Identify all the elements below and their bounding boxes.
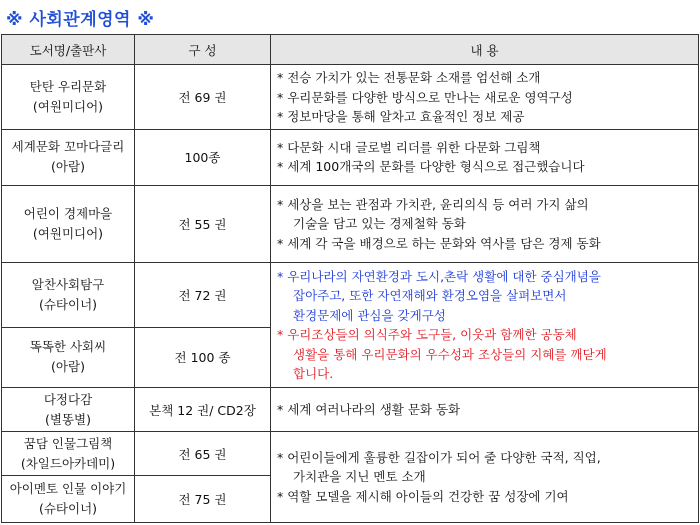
content-line: * 세계 각 국을 배경으로 하는 문화와 역사를 담은 경제 동화 — [277, 235, 601, 251]
content-line: * 세계 100개국의 문화를 다양한 형식으로 접근했습니다 — [277, 159, 585, 175]
book-name: 어린이 경제마을 — [23, 205, 113, 221]
content-cell — [271, 65, 699, 130]
book-name: 세계문화 꼬마다글리 — [11, 139, 125, 155]
book-name: 똑똑한 사회씨 — [29, 339, 107, 355]
composition-cell: 본책 12 권/ CD2장 — [135, 388, 271, 432]
content-cell-merged — [271, 431, 699, 522]
content-line: * 세상을 보는 관점과 가치관, 윤리의식 등 여러 가지 삶의 — [277, 196, 589, 212]
table-row — [2, 388, 699, 432]
content-line-blue: 잡아주고, 또한 자연재해와 환경오염을 살펴보면서 — [293, 288, 567, 303]
book-publisher: (슈타이너) — [38, 296, 98, 312]
content-line: * 세계 여러나라의 생활 문화 동화 — [277, 401, 461, 417]
book-publisher: (아람) — [51, 159, 85, 175]
book-name: 탄탄 우리문화 — [29, 79, 107, 95]
header-title-publisher: 도서명/출판사 — [2, 35, 135, 65]
book-name-cell — [2, 388, 135, 432]
content-line: * 전승 가치가 있는 전통문화 소재를 엄선해 소개 — [277, 70, 541, 85]
header-content: 내 용 — [271, 35, 699, 65]
book-name-cell — [2, 476, 135, 523]
content-line-red: * 우리조상들의 의식주와 도구들, 이웃과 함께한 공동체 — [277, 327, 577, 342]
composition-cell: 100종 — [135, 130, 271, 186]
book-publisher: (아람) — [51, 359, 85, 375]
page-title: ※ 사회관계영역 ※ — [6, 10, 155, 30]
table-row — [2, 262, 699, 327]
book-name-cell — [2, 431, 135, 476]
composition-cell: 전 55 권 — [135, 185, 271, 262]
content-line-red: 합니다. — [293, 366, 334, 381]
composition-cell: 전 65 권 — [135, 431, 271, 476]
book-publisher: (슈타이너) — [38, 501, 98, 517]
table-row — [2, 185, 699, 262]
book-name-cell — [2, 185, 135, 262]
content-line-red: 생활을 통해 우리문화의 우수성과 조상들의 지혜를 깨닫게 — [293, 346, 607, 362]
content-cell — [271, 388, 699, 432]
content-line: * 어린이들에게 훌륭한 길잡이가 되어 줄 다양한 국적, 직업, — [277, 449, 601, 465]
book-name-cell — [2, 130, 135, 186]
book-name-cell — [2, 65, 135, 130]
content-line-blue: * 우리나라의 자연환경과 도시,촌락 생활에 대한 중심개념을 — [277, 268, 601, 284]
table-row — [2, 130, 699, 186]
table-row — [2, 65, 699, 130]
book-publisher: (차일드아카데미) — [20, 455, 116, 471]
table-header-row — [2, 35, 699, 65]
content-line: 기술을 담고 있는 경제철학 동화 — [293, 216, 466, 232]
content-line: * 정보마당을 통해 알차고 효율적인 정보 제공 — [277, 109, 525, 124]
content-line: * 우리문화를 다양한 방식으로 만나는 새로운 영역구성 — [277, 89, 573, 105]
book-publisher: (별똥별) — [45, 411, 91, 427]
content-line: * 역할 모델을 제시해 아이들의 건강한 꿈 성장에 기여 — [277, 488, 569, 504]
composition-cell: 전 100 종 — [135, 327, 271, 388]
content-line: * 다문화 시대 글로벌 리더를 위한 다문화 그림책 — [277, 139, 541, 155]
book-name: 알찬사회탐구 — [31, 276, 105, 292]
content-cell — [271, 185, 699, 262]
composition-cell: 전 75 권 — [135, 476, 271, 523]
book-name: 아이멘토 인물 이야기 — [9, 481, 127, 497]
book-table — [1, 34, 699, 523]
content-line: 가치관을 지닌 멘토 소개 — [293, 469, 426, 485]
book-publisher: (여원미디어) — [32, 225, 104, 241]
book-publisher: (여원미디어) — [32, 99, 104, 115]
book-name-cell — [2, 262, 135, 327]
content-line-blue: 환경문제에 관심을 갖게구성 — [293, 307, 446, 323]
book-name: 다정다감 — [43, 391, 93, 407]
header-composition: 구 성 — [135, 35, 271, 65]
book-name: 꿈담 인물그림책 — [23, 435, 113, 451]
book-name-cell — [2, 327, 135, 388]
table-row — [2, 431, 699, 476]
composition-cell: 전 69 권 — [135, 65, 271, 130]
composition-cell: 전 72 권 — [135, 262, 271, 327]
content-cell-merged — [271, 262, 699, 388]
content-cell — [271, 130, 699, 186]
